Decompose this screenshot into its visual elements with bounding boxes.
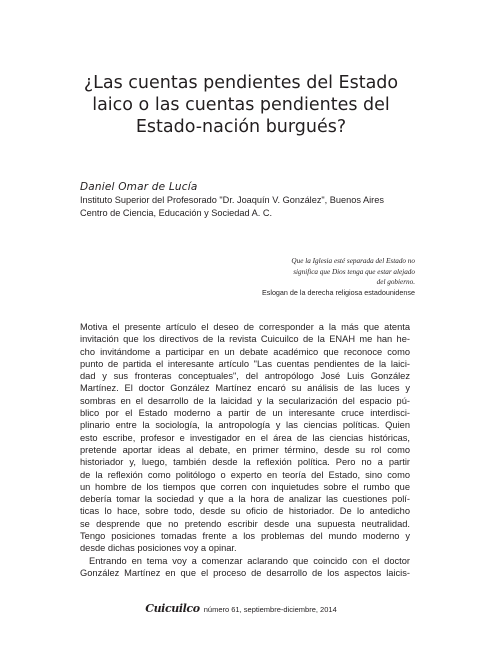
affiliation-line: Instituto Superior del Profesorado "Dr. Joaquín V. González", Buenos Aires (80, 195, 384, 205)
page-footer (0, 603, 482, 616)
body-line: dad y sus fronteras conceptuales", del antropólogo José Luis González (80, 371, 410, 382)
body-line: plinario entre la sociología, la antropología y las ciencias políticas. Quien (80, 420, 410, 431)
body-line: ticas lo hace, sobre todo, desde su oficio de historiador. De lo antedicho (80, 506, 410, 517)
epigraph-source: Eslogan de la derecha religiosa estadounidense (261, 287, 415, 297)
body-line: de la reflexión como politólogo o experto en teoría del Estado, sino como (80, 469, 410, 480)
article-body (80, 321, 410, 579)
author-name: Daniel Omar de Lucía (80, 181, 198, 193)
body-line: debería tomar la sociedad y que a la hora de analizar las cuestiones polí- (80, 494, 410, 505)
body-line: se desprende que no pretendo escribir desde una supuesta neutralidad. (80, 518, 410, 529)
body-line: esto escribe, profesor e investigador en el área de las ciencias históricas, (80, 432, 410, 443)
epigraph-quote-line: del gobierno. (376, 278, 415, 286)
body-line: Motiva el presente artículo el deseo de corresponder a la más que atenta (80, 322, 410, 332)
title-line: ¿Las cuentas pendientes del Estado (83, 73, 399, 93)
body-line: historiador y, luego, también desde la reflexión política. Pero no a partir (80, 457, 410, 468)
body-line: blico por el Estado moderno a partir de un interesante cruce interdisci- (80, 408, 410, 419)
body-line: sombras en el desarrollo de la laicidad y la secularización del espacio pú- (80, 395, 410, 406)
body-line: cho invitándome a participar en un debate académico que reconoce como (80, 346, 410, 357)
title-line: Estado-nación burgués? (135, 117, 347, 137)
body-line: desde dichas posiciones voy a opinar. (80, 543, 237, 554)
title-line: laico o las cuentas pendientes del (92, 95, 390, 115)
body-line: Tengo posiciones tomadas frente a los problemas del mundo moderno y (80, 531, 410, 542)
body-line: Martínez. El doctor González Martínez encaró su análisis de las luces y (80, 383, 410, 394)
epigraph (195, 256, 415, 298)
journal-logo: Cuicuilco (145, 602, 200, 615)
body-line: invitación que los directivos de la revista Cuicuilco de la ENAH me han he- (80, 334, 410, 345)
issue-info: número 61, septiembre-diciembre, 2014 (203, 605, 337, 614)
affiliation-line: Centro de Ciencia, Educación y Sociedad A. C. (80, 208, 273, 218)
article-title (40, 72, 442, 138)
epigraph-quote-line: Que la Iglesia esté separada del Estado no (291, 257, 415, 265)
author-block (80, 180, 420, 220)
body-line: González Martínez en que el proceso de desarrollo de los aspectos laicis- (80, 567, 410, 578)
body-line: un hombre de los tiempos que corren con inquietudes sobre el rumbo que (80, 481, 410, 492)
body-line: Entrando en tema voy a comenzar aclarando que coincido con el doctor (89, 555, 410, 566)
body-line: pretende aportar ideas al debate, en primer término, desde su rol como (80, 444, 410, 455)
epigraph-quote-line: significa que Dios tenga que estar alejado (293, 267, 415, 276)
body-line: punto de partida el interesante artículo "Las cuentas pendientes de la laici- (80, 358, 410, 369)
